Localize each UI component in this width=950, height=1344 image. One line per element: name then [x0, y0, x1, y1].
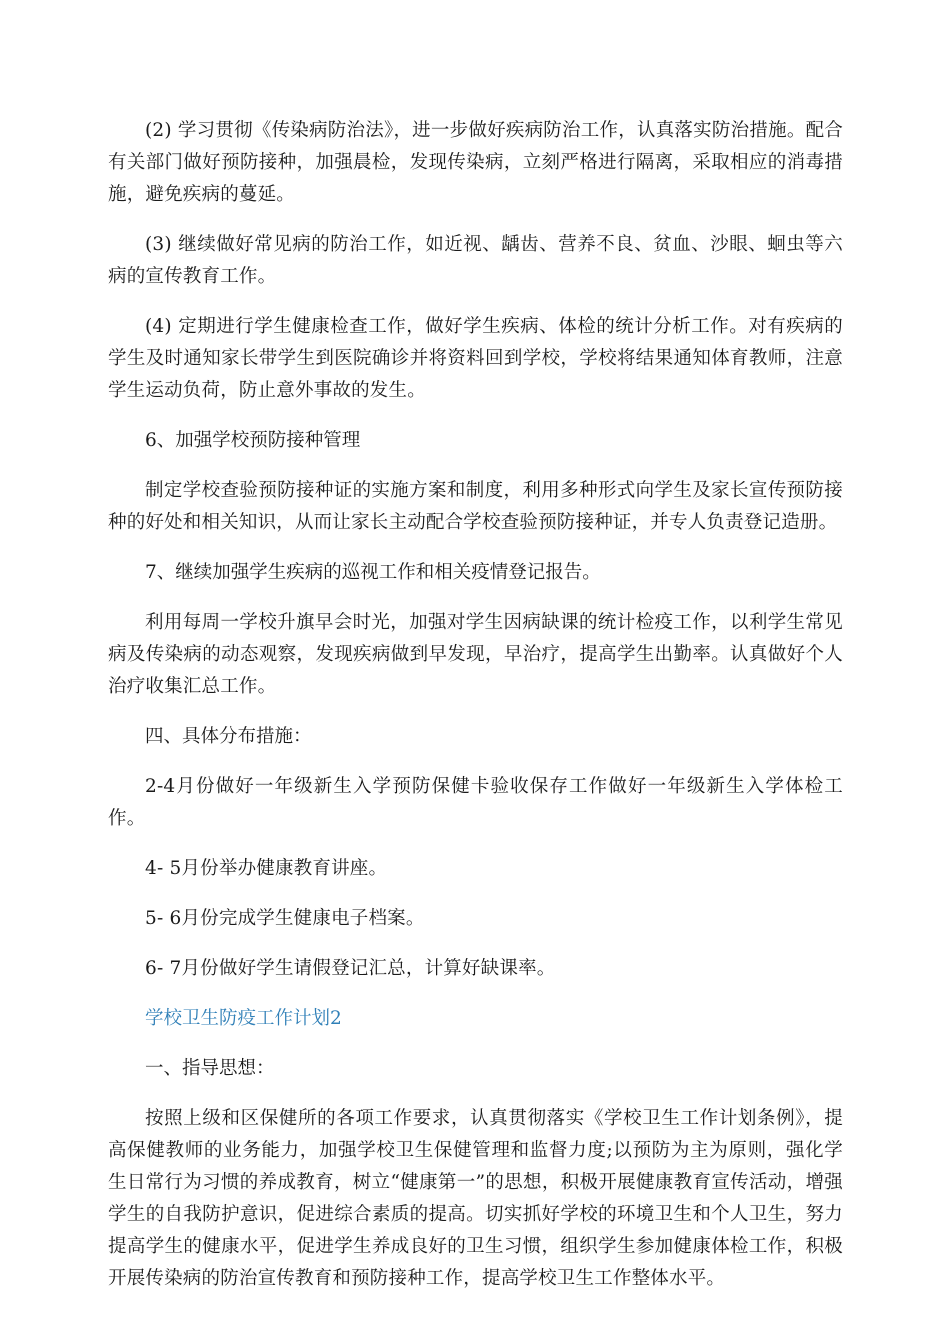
paragraph-vaccination-certificate: 制定学校查验预防接种证的实施方案和制度，利用多种形式向学生及家长宣传预防接种的好处和相关知识，从而让家长主动配合学校查验预防接种证，并专人负责登记造册。 — [108, 480, 843, 533]
heading-guiding-ideology: 一、指导思想： — [145, 1058, 275, 1079]
paragraph-common-disease-prevention: (3) 继续做好常见病的防治工作，如近视、龋齿、营养不良、贫血、沙眼、蛔虫等六病的宣传教育工作。 — [108, 234, 843, 287]
section-title-plan-2: 学校卫生防疫工作计划2 — [145, 1008, 342, 1029]
heading-vaccination-management: 6、加强学校预防接种管理 — [145, 430, 361, 451]
paragraph-guiding-ideology: 按照上级和区保健所的各项工作要求，认真贯彻落实《学校卫生工作计划条例》，提高保健教师的业务能力，加强学校卫生保健管理和监督力度;以预防为主为原则，强化学生日常行为习惯的养成教育，树立“健康第一”的思想，积极开展健康教育宣传活动，增强学生的自我防护意识，促进综合素质的提高。切实抓好学校的环境卫生和个人卫生，努力提高学生的健康水平，促进学生养成良好的卫生习惯，组织学生参加健康体检工作，积极开展传染病的防治宣传教育和预防接种工作，提高学校卫生工作整体水平。 — [108, 1108, 843, 1289]
paragraph-schedule-may-jun: 5- 6月份完成学生健康电子档案。 — [145, 908, 425, 929]
heading-specific-measures: 四、具体分布措施： — [145, 726, 312, 747]
paragraph-schedule-feb-apr: 2-4月份做好一年级新生入学预防保健卡验收保存工作做好一年级新生入学体检工作。 — [108, 776, 843, 829]
heading-disease-inspection: 7、继续加强学生疾病的巡视工作和相关疫情登记报告。 — [145, 562, 601, 583]
paragraph-schedule-jun-jul: 6- 7月份做好学生请假登记汇总，计算好缺课率。 — [145, 958, 556, 979]
paragraph-absence-statistics: 利用每周一学校升旗早会时光，加强对学生因病缺课的统计检疫工作，以利学生常见病及传染病的动态观察，发现疾病做到早发现，早治疗，提高学生出勤率。认真做好个人治疗收集汇总工作。 — [108, 612, 843, 697]
document-page — [108, 115, 843, 1313]
paragraph-schedule-apr-may: 4- 5月份举办健康教育讲座。 — [145, 858, 388, 879]
paragraph-health-checkups: (4) 定期进行学生健康检查工作，做好学生疾病、体检的统计分析工作。对有疾病的学生及时通知家长带学生到医院确诊并将资料回到学校，学校将结果通知体育教师，注意学生运动负荷，防止意外事故的发生。 — [108, 316, 843, 401]
paragraph-infectious-disease-law: (2) 学习贯彻《传染病防治法》，进一步做好疾病防治工作，认真落实防治措施。配合有关部门做好预防接种，加强晨检，发现传染病，立刻严格进行隔离，采取相应的消毒措施，避免疾病的蔓延。 — [108, 120, 843, 205]
